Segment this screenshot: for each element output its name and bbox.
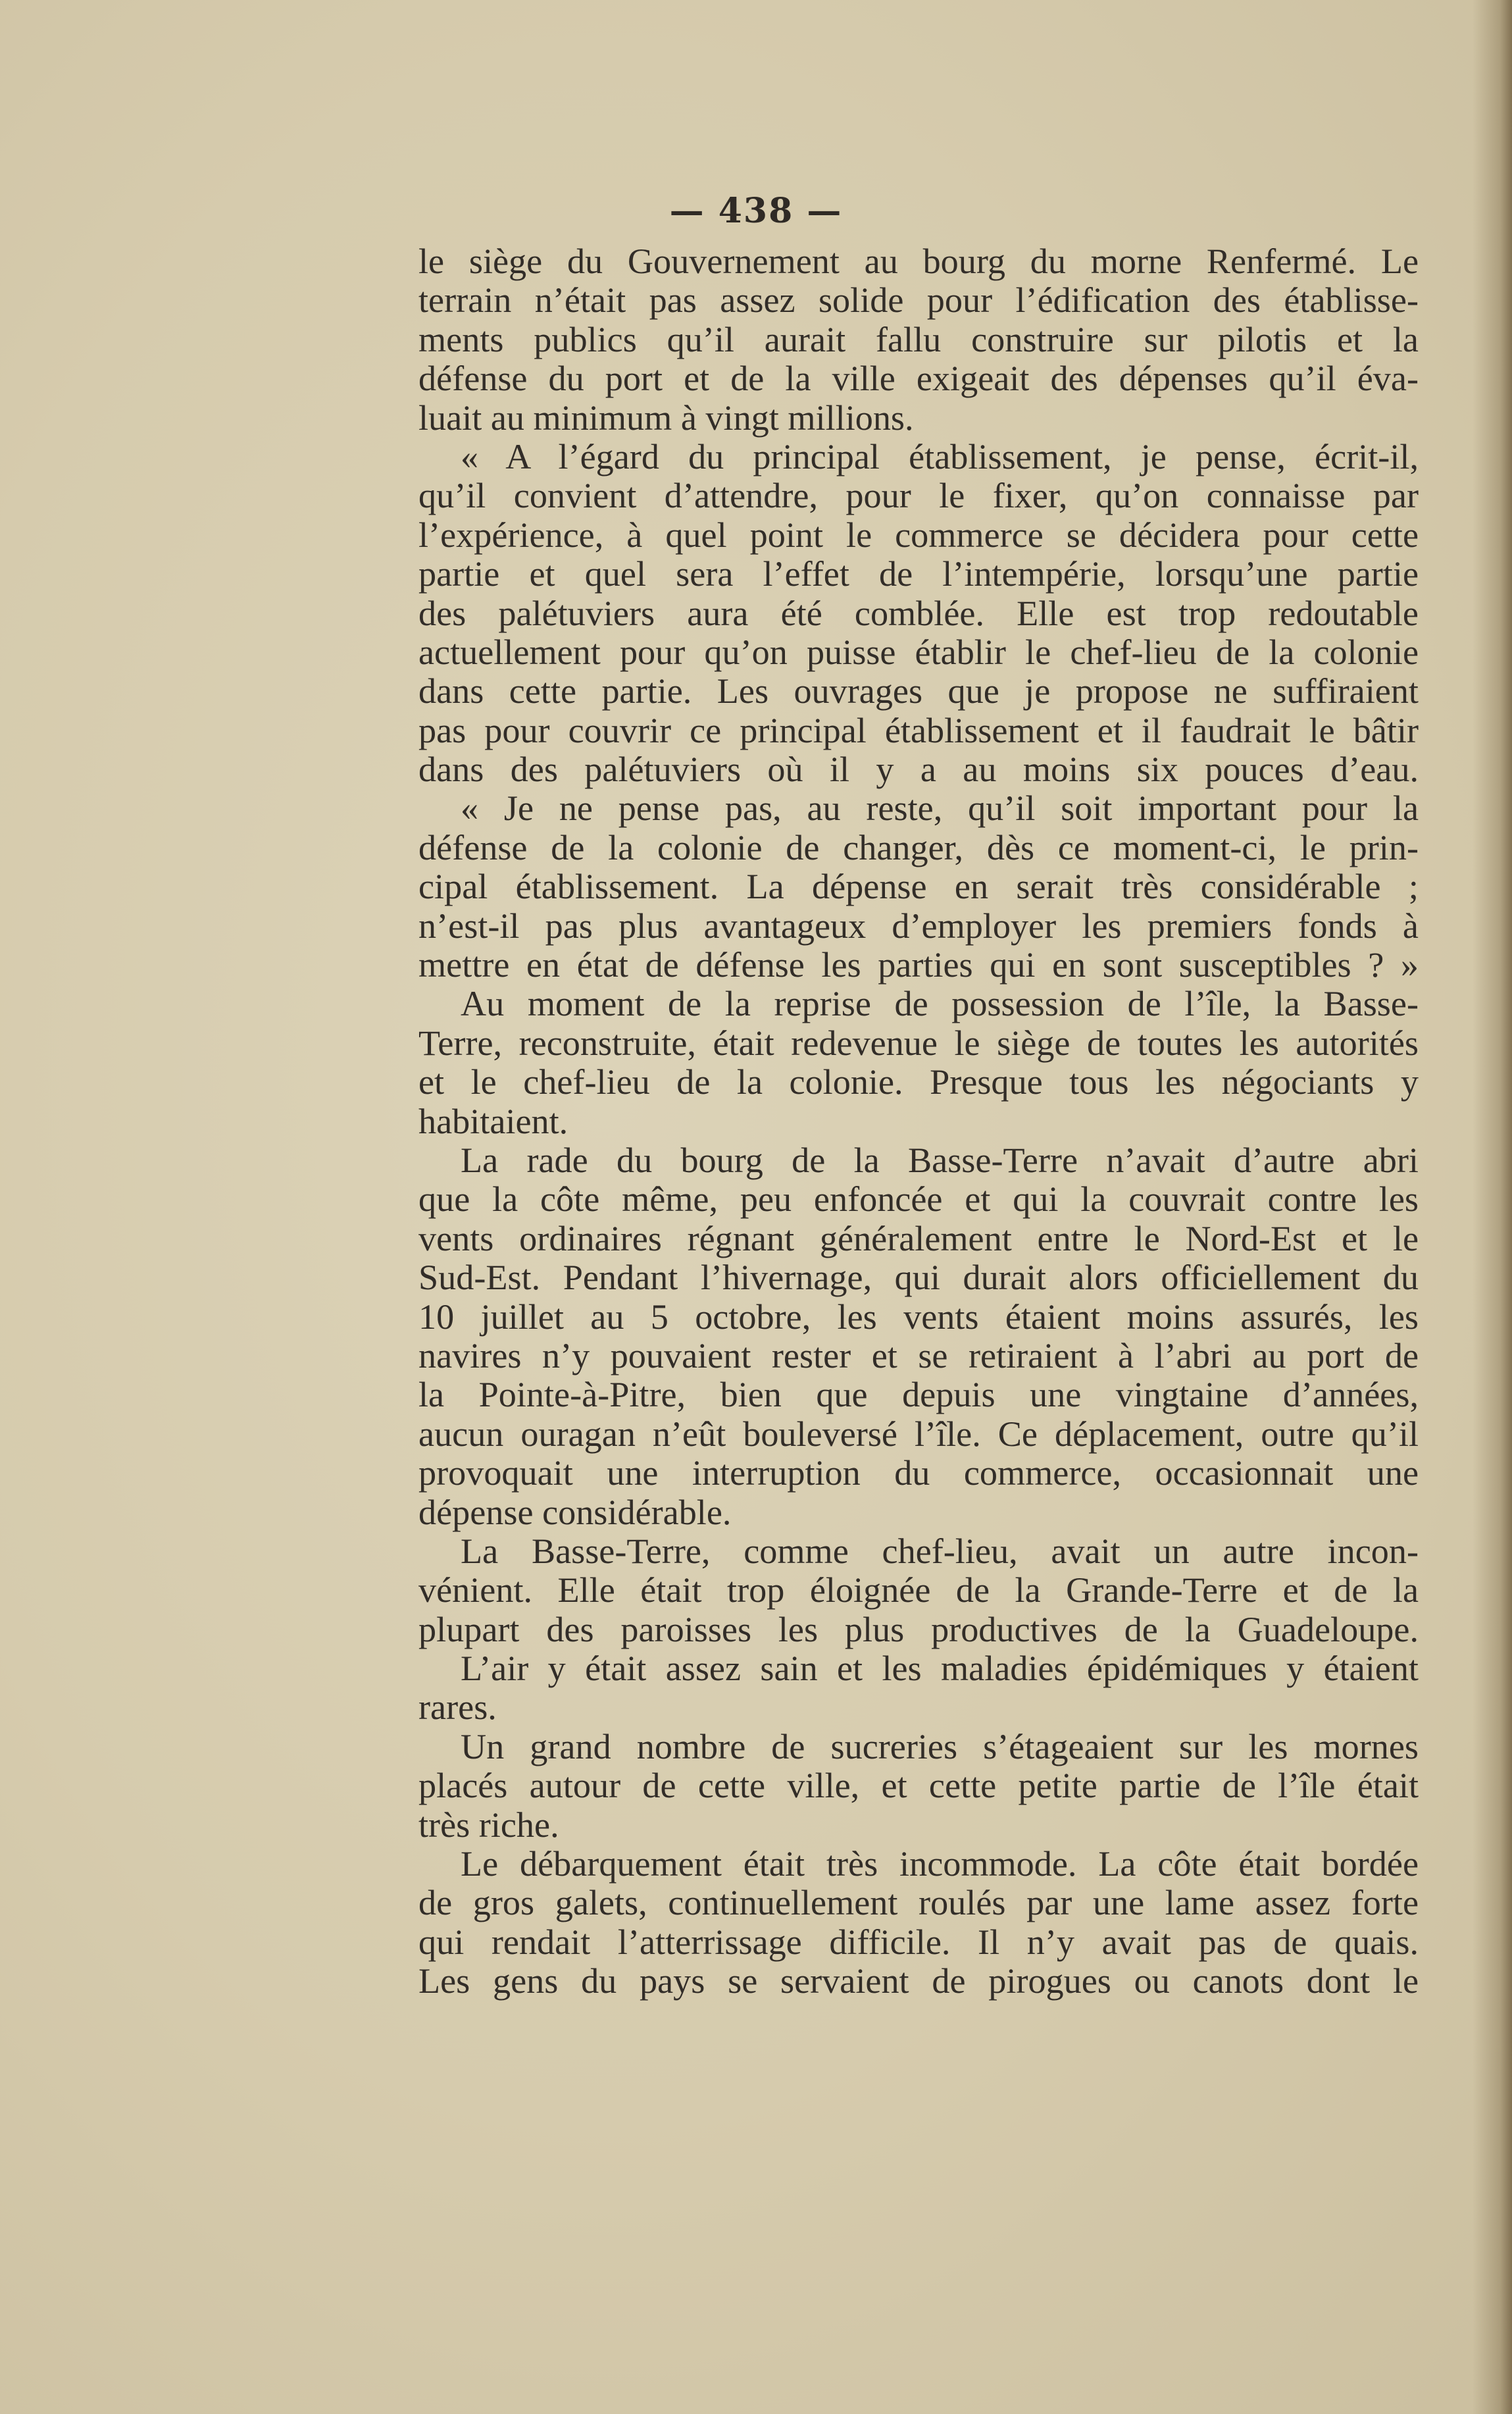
text-line: 10 juillet au 5 octobre, les vents étaient moins assurés, les	[418, 1297, 1419, 1337]
text-line: « Je ne pense pas, au reste, qu’il soit important pour la	[461, 788, 1419, 829]
text-line: pas pour couvrir ce principal établissement et il faudrait le bâtir	[418, 710, 1419, 750]
text-line: l’expérience, à quel point le commerce se décidera pour cette	[418, 515, 1419, 555]
text-line: Terre, reconstruite, était redevenue le siège de toutes les autorités	[418, 1023, 1419, 1063]
body-text	[418, 242, 1419, 2001]
text-line: La rade du bourg de la Basse-Terre n’avait d’autre abri	[461, 1140, 1419, 1180]
text-line: navires n’y pouvaient rester et se retiraient à l’abri au port de	[418, 1335, 1419, 1375]
text-line: Un grand nombre de sucreries s’étageaient sur les mornes	[461, 1726, 1419, 1766]
text-line: de gros galets, continuellement roulés par une lame assez forte	[418, 1883, 1419, 1923]
text-line: dans des palétuviers où il y a au moins six pouces d’eau.	[418, 750, 1419, 790]
text-line: ments publics qu’il aurait fallu construire sur pilotis et la	[418, 319, 1419, 359]
text-line: la Pointe-à-Pitre, bien que depuis une vingtaine d’années,	[418, 1375, 1419, 1415]
text-line: Le débarquement était très incommode. La côte était bordée	[461, 1844, 1419, 1884]
text-line: le siège du Gouvernement au bourg du morne Renfermé. Le	[418, 242, 1419, 281]
text-line: aucun ouragan n’eût bouleversé l’île. Ce déplacement, outre qu’il	[418, 1414, 1419, 1454]
text-line: n’est-il pas plus avantageux d’employer les premiers fonds à	[418, 906, 1419, 946]
text-line: et le chef-lieu de la colonie. Presque tous les négociants y	[418, 1062, 1419, 1102]
text-line: qui rendait l’atterrissage difficile. Il n’y avait pas de quais.	[418, 1922, 1419, 1962]
text-line: placés autour de cette ville, et cette petite partie de l’île était	[418, 1766, 1419, 1806]
text-line: « A l’égard du principal établissement, je pense, écrit-il,	[461, 436, 1419, 476]
text-line: luait au minimum à vingt millions.	[418, 398, 914, 438]
text-line: défense de la colonie de changer, dès ce moment-ci, le prin-	[418, 827, 1419, 867]
text-line: cipal établissement. La dépense en serait très considérable ;	[418, 867, 1419, 907]
text-line: Au moment de la reprise de possession de l’île, la Basse-	[461, 984, 1419, 1024]
text-line: dépense considérable.	[418, 1492, 732, 1532]
page-edge-shadow	[1473, 0, 1512, 2414]
text-line: vénient. Elle était trop éloignée de la Grande-Terre et de la	[418, 1570, 1419, 1610]
text-line: plupart des paroisses les plus productives de la Guadeloupe.	[418, 1609, 1419, 1649]
text-line: mettre en état de défense les parties qui en sont susceptibles ? »	[418, 945, 1419, 985]
text-line: des palétuviers aura été comblée. Elle est trop redoutable	[418, 593, 1419, 633]
text-line: terrain n’était pas assez solide pour l’édification des établisse-	[418, 280, 1419, 321]
text-line: La Basse-Terre, comme chef-lieu, avait un autre incon-	[461, 1531, 1419, 1571]
text-line: L’air y était assez sain et les maladies épidémiques y étaient	[461, 1649, 1419, 1689]
text-line: défense du port et de la ville exigeait des dépenses qu’il éva-	[418, 359, 1419, 399]
text-line: vents ordinaires régnant généralement entre le Nord-Est et le	[418, 1218, 1419, 1258]
text-line: dans cette partie. Les ouvrages que je propose ne suffiraient	[418, 671, 1419, 711]
text-line: habitaient.	[418, 1101, 568, 1141]
text-line: provoquait une interruption du commerce, occasionnait une	[418, 1453, 1419, 1493]
text-line: actuellement pour qu’on puisse établir le chef-lieu de la colonie	[418, 632, 1419, 672]
text-line: Les gens du pays se servaient de pirogues ou canots dont le	[418, 1961, 1419, 2001]
text-line: rares.	[418, 1687, 497, 1728]
text-line: très riche.	[418, 1805, 559, 1845]
text-line: Sud-Est. Pendant l’hivernage, qui durait alors officiellement du	[418, 1258, 1419, 1298]
text-line: qu’il convient d’attendre, pour le fixer, qu’on connaisse par	[418, 476, 1419, 516]
page-number: — 438 —	[669, 191, 843, 231]
text-line: partie et quel sera l’effet de l’intempérie, lorsqu’une partie	[418, 554, 1419, 594]
text-line: que la côte même, peu enfoncée et qui la couvrait contre les	[418, 1179, 1419, 1220]
